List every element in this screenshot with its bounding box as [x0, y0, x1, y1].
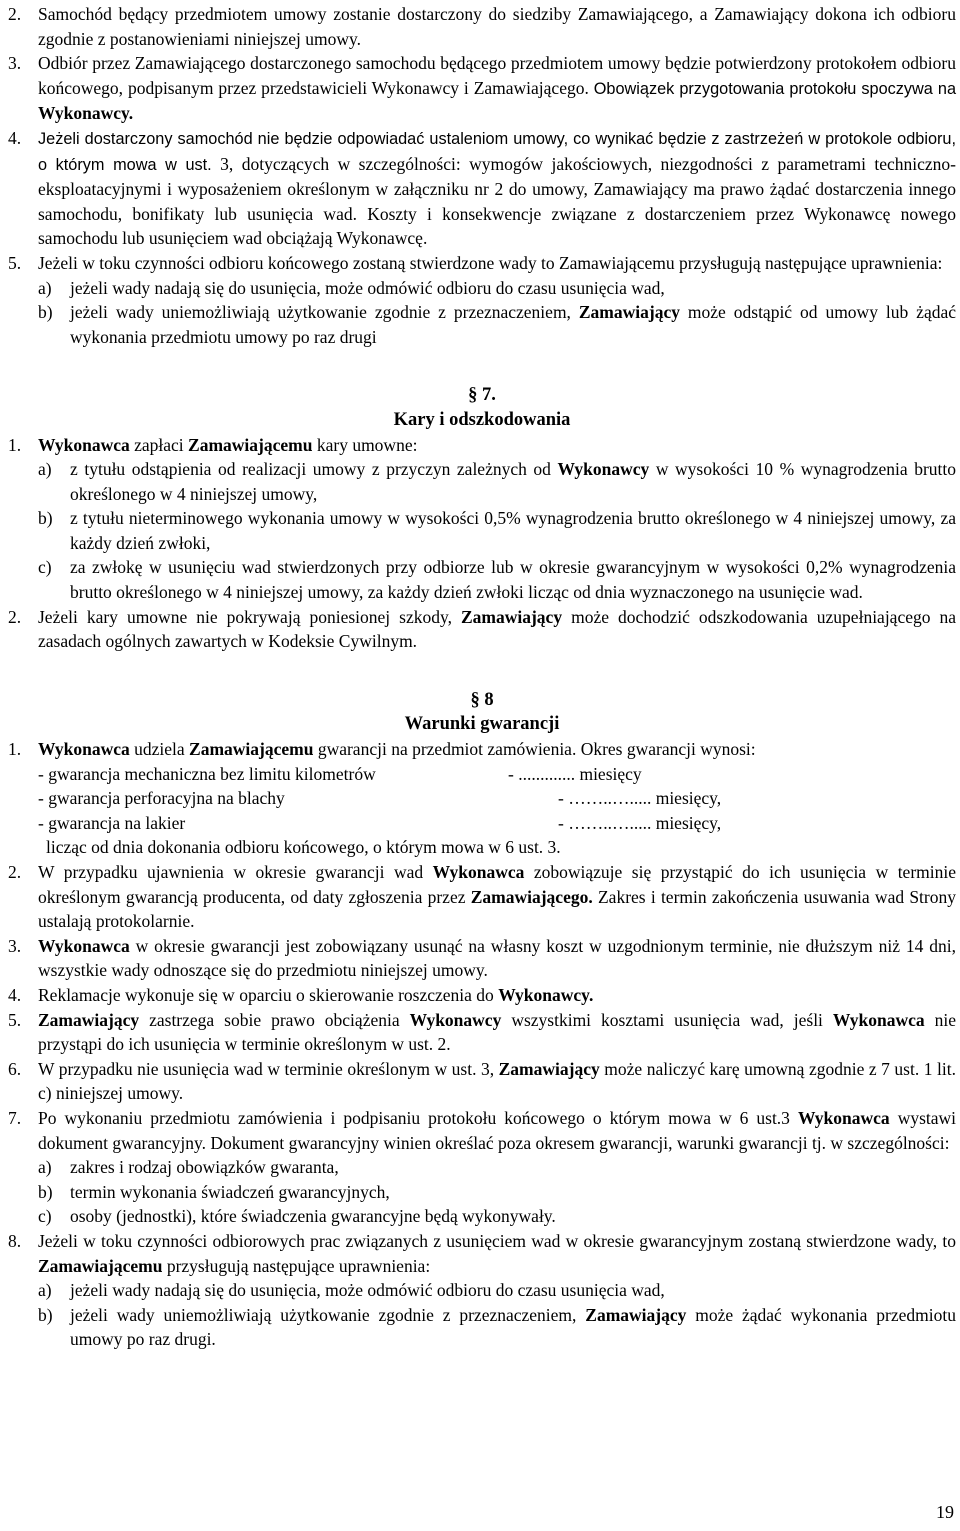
bold-run: Zamawiający [578, 302, 680, 323]
list-letter: b) [38, 508, 53, 529]
list-letter: b) [38, 1304, 53, 1325]
bold-run: Wykonawca [432, 862, 525, 882]
paragraph-body [38, 1106, 956, 1229]
paragraph-text [38, 605, 956, 654]
paragraph-number: 5. [8, 1009, 22, 1030]
section-symbol: § [468, 385, 478, 406]
warranty-label: - gwarancja na lakier [38, 812, 186, 833]
list-letter: a) [38, 1157, 52, 1178]
paragraph-number: 8. [8, 1230, 22, 1251]
paragraph-text [38, 126, 956, 251]
text-run: jeżeli wady uniemożliwiają użytkowanie zgodnie z przeznaczeniem, [70, 302, 571, 323]
list-item [38, 1278, 956, 1303]
paragraph-body [38, 737, 956, 860]
paragraph-text [38, 51, 956, 126]
list-text: jeżeli wady nadają się do usunięcia, może odmówić odbioru do czasu usunięcia wad, [70, 277, 665, 298]
paragraph-number: 4. [8, 984, 22, 1005]
paragraph-number: 3. [8, 935, 22, 956]
bold-run: Zamawiającemu [188, 434, 313, 455]
paragraph-number: 5. [8, 252, 22, 273]
s8-paragraph-5 [8, 1008, 956, 1057]
warranty-value: - ............. miesięcy [508, 763, 642, 784]
text-run: W przypadku nie usunięcia wad w terminie określonym w ust. 3, [38, 1058, 495, 1079]
bold-run: Zamawiający [460, 606, 563, 627]
bold-run: Wykonawca [38, 434, 130, 455]
list-text [70, 1303, 956, 1352]
bold-run: Wykonawcy. [38, 103, 134, 124]
list-item [38, 276, 956, 301]
bold-run: Wykonawca [38, 739, 130, 760]
bold-run: Zamawiającemu [38, 1255, 163, 1276]
warranty-row [38, 811, 956, 836]
section-number [8, 383, 956, 408]
text-run: Reklamacje wykonuje się w oparciu o skierowanie roszczenia do [38, 984, 494, 1005]
paragraph-number: 1. [8, 739, 22, 760]
paragraph-text: Samochód będący przedmiotem umowy zostanie dostarczony do siedziby Zamawiającego, a Zamawiający dokona ich odbioru zgodnie z postanowieniami niniejszej umowy. [38, 4, 956, 49]
list-text: termin wykonania świadczeń gwarancyjnych, [70, 1181, 390, 1202]
spacer [8, 349, 956, 383]
paragraph-3 [8, 51, 956, 126]
text-run: wystawi dokument gwarancyjny. Dokument gwarancyjny winien określać poza okresem gwarancji, warunki gwarancji tj. w szczególności: [38, 1107, 957, 1153]
paragraph-number: 1. [8, 434, 22, 455]
list-letter: c) [38, 557, 52, 578]
warranty-row [38, 762, 956, 787]
paragraph-2 [8, 2, 956, 51]
list-item [38, 300, 956, 349]
paragraph-text [38, 983, 956, 1008]
list-text: z tytułu nieterminowego wykonania umowy w wysokości 0,5% wynagrodzenia brutto określonego w 4 niniejszej umowy, za każdy dzień zwłoki, [70, 508, 956, 553]
s8-paragraph-6 [8, 1057, 956, 1106]
paragraph-4 [8, 126, 956, 251]
section-symbol: § [470, 689, 480, 710]
list-item [38, 555, 956, 604]
text-run: w wysokości 10 % wynagrodzenia brutto określonego w 4 niniejszej umowy, [70, 459, 957, 504]
section-8-heading [8, 688, 956, 737]
s8-paragraph-1 [8, 737, 956, 860]
text-run: Po wykonaniu przedmiotu zamówienia i podpisaniu protokołu końcowego o którym mowa w 6 ust.3 [38, 1107, 790, 1128]
bold-run: Zamawiający [585, 1304, 687, 1325]
warranty-value: - ……..…..... miesięcy, [558, 812, 722, 833]
list-letter: a) [38, 277, 52, 298]
section-7-heading [8, 383, 956, 432]
paragraph-text [38, 433, 956, 458]
warranty-value: - ……..…..... miesięcy, [558, 788, 722, 809]
text-run: udziela [134, 739, 185, 760]
text-run: Zakres i termin zakończenia usuwania wad Strony ustalają protokolarnie. [38, 886, 957, 932]
list-item [38, 1204, 956, 1229]
text-run: Odbiór przez Zamawiającego dostarczonego samochodu będącego przedmiotem umowy będzie potwierdzony protokołem odbioru końcowego, podpisanym przez przedstawicieli Wykonawcy i Zamawiającego. [38, 53, 956, 98]
s8-paragraph-7 [8, 1106, 956, 1229]
list-letter: a) [38, 459, 52, 480]
paragraph-number: 2. [8, 606, 22, 627]
list-text: zakres i rodzaj obowiązków gwaranta, [70, 1157, 339, 1178]
list-letter: b) [38, 1181, 53, 1202]
text-run: kary umowne: [316, 434, 418, 455]
section-title: Warunki gwarancji [404, 714, 560, 735]
s8-paragraph-3 [8, 934, 956, 983]
text-run: z tytułu odstąpienia od realizacji umowy z przyczyn zależnych od [70, 459, 551, 480]
text-run: Jeżeli w toku czynności odbiorowych prac związanych z usunięciem wad w okresie gwarancyjnym zostaną stwierdzone wady, to [38, 1230, 956, 1251]
paragraph-text [38, 1008, 956, 1057]
paragraph-number: 2. [8, 862, 22, 882]
list-item [38, 457, 956, 506]
list-item [38, 506, 956, 555]
bold-run: Zamawiający [498, 1058, 600, 1079]
s7-paragraph-2 [8, 605, 956, 654]
section-number-text: 8 [484, 689, 494, 710]
text-run: wszystkimi kosztami usunięcia wad, jeśli [511, 1009, 823, 1030]
page-number: 19 [936, 1502, 954, 1522]
warranty-note: licząc od dnia dokonania odbioru końcowego, o którym mowa w 6 ust. 3. [46, 837, 561, 858]
bold-run: Wykonawca [38, 935, 130, 956]
paragraph-text [38, 934, 956, 983]
spacer [8, 654, 956, 688]
paragraph-text [38, 737, 956, 762]
list-item [38, 1303, 956, 1352]
text-run: zastrzega sobie prawo obciążenia [149, 1009, 400, 1030]
list-text [70, 457, 956, 506]
paragraph-text [38, 860, 956, 934]
paragraph-text [38, 1229, 956, 1278]
s8-paragraph-4 [8, 983, 956, 1008]
s7-list [8, 457, 956, 605]
text-run: może naliczyć karę umowną zgodnie z 7 ust. 1 lit. c) niniejszej umowy. [38, 1058, 956, 1104]
text-run: gwarancji na przedmiot zamówienia. Okres gwarancji wynosi: [317, 739, 756, 760]
paragraph-number: 6. [8, 1058, 22, 1079]
text-run: jeżeli wady uniemożliwiają użytkowanie zgodnie z przeznaczeniem, [70, 1304, 577, 1325]
bold-run: Zamawiającego. [470, 886, 593, 907]
paragraph-5 [8, 251, 956, 349]
text-run: nie przystąpi do ich usunięcia w terminie określonym w ust. 2. [38, 1009, 957, 1055]
text-run: może żądać wykonania przedmiotu umowy po raz drugi. [70, 1304, 957, 1350]
paragraph-text [38, 1106, 956, 1155]
paragraph-number: 2. [8, 4, 22, 24]
bold-run: Zamawiającemu [189, 739, 314, 760]
section-number-text: 7. [482, 385, 496, 406]
s8-paragraph-2 [8, 860, 956, 934]
bold-run: Wykonawcy [557, 459, 650, 480]
list-item [38, 1180, 956, 1205]
text-run: W przypadku ujawnienia w okresie gwarancji wad [38, 862, 424, 882]
paragraph-number: 7. [8, 1107, 22, 1128]
paragraph-number: 3. [8, 53, 22, 74]
text-run: zapłaci [134, 434, 184, 455]
text-run: przysługują następujące uprawnienia: [166, 1255, 431, 1276]
text-run: Jeżeli kary umowne nie pokrywają poniesionej szkody, [38, 606, 452, 627]
s8-paragraph-8 [8, 1229, 956, 1352]
paragraph-body [38, 1229, 956, 1352]
bold-run: Wykonawca [797, 1107, 890, 1128]
section-number [8, 688, 956, 713]
bold-run: Wykonawcy. [498, 984, 594, 1005]
section-title: Kary i odszkodowania [393, 409, 571, 430]
paragraph-body [38, 251, 956, 349]
paragraph-body [38, 433, 956, 458]
s7-paragraph-1 [8, 433, 956, 458]
text-run: w okresie gwarancji jest zobowiązany usunąć na własny koszt w uzgodnionym terminie, nie dłuższym niż 14 dni, wszystkie wady odnoszące się do przedmiotu niniejszej umowy. [38, 935, 957, 981]
text-run: Obowiązek przygotowania protokołu spoczywa na [593, 79, 957, 98]
warranty-label: - gwarancja perforacyjna na blachy [38, 788, 285, 809]
paragraph-text: Jeżeli w toku czynności odbioru końcowego zostaną stwierdzone wady to Zamawiającemu przysługują następujące uprawnienia: [38, 252, 943, 273]
bold-run: Zamawiający [38, 1009, 140, 1030]
paragraph-number: 4. [8, 127, 22, 148]
warranty-row [38, 786, 956, 811]
text-run: Jeżeli dostarczony samochód nie będzie odpowiadać ustaleniom umowy, co wynikać będzie z zastrzeżeń w protokole odbioru, o którym mowa w ust. [38, 129, 956, 174]
bold-run: Wykonawca [832, 1009, 925, 1030]
list-letter: c) [38, 1206, 52, 1227]
text-run: zobowiązuje się przystąpić do ich usunięcia w terminie określonym gwarancją producenta, od daty zgłoszenia przez [38, 862, 957, 907]
bold-run: Wykonawcy [409, 1009, 502, 1030]
list-letter: a) [38, 1280, 52, 1301]
list-text: osoby (jednostki), które świadczenia gwarancyjne będą wykonywały. [70, 1206, 556, 1227]
list-item [38, 1155, 956, 1180]
list-text: jeżeli wady nadają się do usunięcia, może odmówić odbioru do czasu usunięcia wad, [70, 1280, 665, 1301]
list-text: za zwłokę w usunięciu wad stwierdzonych przy odbiorze lub w okresie gwarancyjnym w wysokości 0,2% wynagrodzenia brutto określonego w 4 niniejszej umowy, za każdy dzień zwłoki licząc od dnia wyznaczonego na usunięcie wad. [70, 557, 956, 603]
list-text [70, 300, 956, 349]
text-run: może odstąpić od umowy lub żądać wykonania przedmiotu umowy po raz drugi [70, 302, 956, 347]
list-letter: b) [38, 302, 53, 323]
text-run: 3, dotyczących w szczególności: wymogów jakościowych, niezgodności z parametrami techniczno-eksploatacyjnymi i wyposażeniem określonym w załączniku nr 2 do umowy, Zamawiający ma prawo żądać dostarczenia innego samochodu, bonifikaty lub usunięcia wad. Koszty i konsekwencje związane z dostarczeniem przez Wykonawcę nowego samochodu lub usunięciem wad obciążają Wykonawcę. [38, 153, 956, 249]
warranty-label: - gwarancja mechaniczna bez limitu kilometrów [38, 763, 376, 784]
paragraph-text [38, 1057, 956, 1106]
text-run: może dochodzić odszkodowania uzupełniającego na zasadach ogólnych zawartych w Kodeksie Cywilnym. [38, 606, 957, 652]
